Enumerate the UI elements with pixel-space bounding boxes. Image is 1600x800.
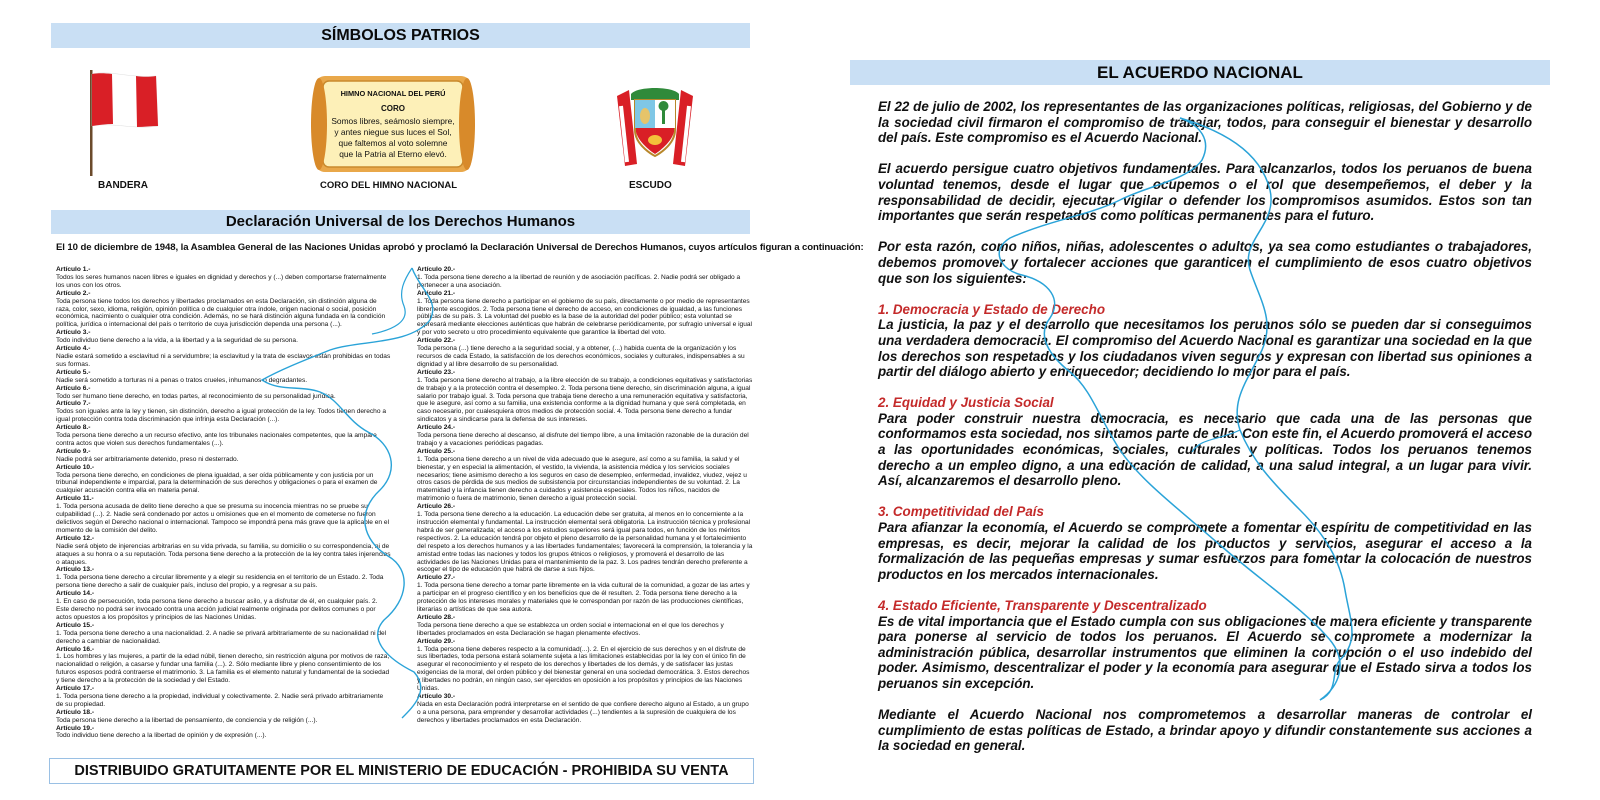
coro-label: CORO DEL HIMNO NACIONAL xyxy=(320,180,458,191)
article-26 xyxy=(417,503,753,574)
article-24 xyxy=(417,424,753,448)
article-text: Nadie será sometido a torturas ni a penas o tratos crueles, inhumanos o degradantes. xyxy=(56,376,308,384)
article-heading: Artículo 8.- xyxy=(56,424,91,432)
article-heading: Artículo 4.- xyxy=(56,345,91,353)
acuerdo-nacional-body xyxy=(878,99,1532,770)
article-16 xyxy=(56,646,392,686)
article-text: 1. Toda persona tiene derecho a la libertad de reunión y de asociación pacíficas. 2. Nadie podrá ser obligado a pertenecer a una asociación. xyxy=(417,273,741,289)
article-text: Todos los seres humanos nacen libres e iguales en dignidad y derechos y (...) deben comportarse fraternalmente los unos con los otros. xyxy=(56,273,387,289)
article-text: Todo individuo tiene derecho a la libertad de opinión y de expresión (...). xyxy=(56,732,267,740)
article-23 xyxy=(417,369,753,424)
article-15 xyxy=(56,622,392,646)
article-text: 1. Toda persona tiene derecho a tomar parte libremente en la vida cultural de la comunidad, a gozar de las artes y a participar en el progreso científico y en los beneficios que de él resulten. 2. Toda persona tiene derecho a la protección de los intereses morales y materiales que le correspondan por razón de las producciones científicas, literarias o artísticas de que sea autora. xyxy=(417,582,750,613)
objective-2-title: 2. Equidad y Justicia Social xyxy=(878,395,1054,411)
article-heading: Artículo 24.- xyxy=(417,424,456,432)
article-22 xyxy=(417,337,753,369)
article-heading: Artículo 23.- xyxy=(417,368,456,376)
article-heading: Artículo 17.- xyxy=(56,685,95,693)
objective-3-title: 3. Competitividad del País xyxy=(878,504,1044,520)
himno-line: que la Patria al Eterno elevó. xyxy=(339,149,447,159)
article-heading: Artículo 22.- xyxy=(417,337,456,345)
article-30 xyxy=(417,693,753,725)
article-17 xyxy=(56,685,392,709)
himno-scroll xyxy=(311,72,475,176)
article-heading: Artículo 27.- xyxy=(417,574,456,582)
article-text: Toda persona tiene derecho a un recurso efectivo, ante los tribunales nacionales competentes, que la ampare contra actos que violen sus derechos fundamentales (...). xyxy=(56,432,377,447)
article-text: 1. Toda persona tiene derecho a la educación. La educación debe ser gratuita, al menos en lo concerniente a la instrucción elemental y fundamental. La instrucción elemental será obligatoria. La instrucción técnica y profesional habrá de ser generalizada; el acceso a los estudios superiores será igual para todos, en función de los méritos respectivos. 2. La educación tendrá por objeto el pleno desarrollo de la personalidad humana y el fortalecimiento del respeto a los derechos humanos y a las libertades fundamentales; favorecerá la comprensión, la tolerancia y la amistad entre todas las naciones y todos los grupos étnicos o religiosos, y promoverá el desarrollo de las actividades de las Naciones Unidas para el mantenimiento de la paz. 3. Los padres tendrán derecho preferente a escoger el tipo de educación que habrá de darse a sus hijos. xyxy=(417,511,753,574)
escudo-icon xyxy=(607,76,703,172)
article-27 xyxy=(417,574,753,614)
article-heading: Artículo 26.- xyxy=(417,503,456,511)
reason-paragraph: Por esta razón, como niños, niñas, adolescentes o adultos, ya sea como estudiantes o trabajadores, debemos promover y fortalecer acciones que garanticen el cumplimiento de esos cuatro objetivos que son los siguientes: xyxy=(878,239,1532,286)
article-heading: Artículo 3.- xyxy=(56,329,91,337)
himno-line: Somos libres, seámoslo siempre, xyxy=(331,116,455,126)
article-text: Todo ser humano tiene derecho, en todas partes, al reconocimiento de su personalidad jurídica. xyxy=(56,392,336,400)
article-text: Toda persona tiene derecho, en condiciones de plena igualdad, a ser oída públicamente y con justicia por un tribunal independiente e imparcial, para la determinación de sus derechos y obligaciones o para el examen de cualquier acusación contra ella en materia penal. xyxy=(56,471,378,495)
simbolos-patrios-header: SÍMBOLOS PATRIOS xyxy=(51,23,750,48)
objectives-paragraph: El acuerdo persigue cuatro objetivos fundamentales. Para alcanzarlos, todos los peruanos de buena voluntad tenemos, desde el lugar que ocupemos o el rol que desempeñemos, el deber y la responsabilidad de decidir, ejecutar, vigilar o defender los compromisos asumidos. Estos son tan importantes que serán respetados como políticas permanentes para el futuro. xyxy=(878,161,1532,224)
objective-1-text: La justicia, la paz y el desarrollo que necesitamos los peruanos sólo se pueden dar si conseguimos una verdadera democracia. El compromiso del Acuerdo Nacional es garantizar una sociedad en la que los derechos son respetados y los ciudadanos viven seguros y expresan con libertad sus opiniones a partir del diálogo abierto y enriquecedor; decidiendo lo mejor para el país. xyxy=(878,317,1532,380)
objective-4-text: Es de vital importancia que el Estado cumpla con sus obligaciones de manera eficiente y transparente para ponerse al servicio de todos los peruanos. El Acuerdo se compromete a modernizar la administración pública, desarrollar instrumentos que eliminen la corrupción o el uso indebido del poder. Asimismo, descentralizar el poder y la economía para asegurar que el Estado sirva a todos los peruanos sin excepción. xyxy=(878,613,1532,691)
himno-coro: CORO xyxy=(381,104,405,113)
intro-paragraph: El 22 de julio de 2002, los representantes de las organizaciones políticas, religiosas, del Gobierno y de la sociedad civil firmaron el compromiso de trabajar, todos, para conseguir el bienestar y desarrollo del país. Este compromiso es el Acuerdo Nacional. xyxy=(878,99,1532,146)
article-14 xyxy=(56,590,392,622)
article-heading: Artículo 15.- xyxy=(56,621,95,629)
article-heading: Artículo 12.- xyxy=(56,534,95,542)
article-19 xyxy=(56,725,392,741)
article-4 xyxy=(56,345,392,369)
objective-1-title: 1. Democracia y Estado de Derecho xyxy=(878,301,1105,317)
article-29 xyxy=(417,638,753,693)
article-heading: Artículo 21.- xyxy=(417,289,456,297)
article-heading: Artículo 2.- xyxy=(56,289,91,297)
article-11 xyxy=(56,495,392,535)
article-text: 1. Los hombres y las mujeres, a partir de la edad núbil, tienen derecho, sin restricción alguna por motivos de raza, nacionalidad o religión, a casarse y fundar una familia (...). 2. Sólo mediante libre y pleno consentimiento de los futuros esposos podrá contraerse el matrimonio. 3. La familia es el elemento natural y fundamental de la sociedad y tiene derecho a la protección de la sociedad y del Estado. xyxy=(56,653,390,685)
objective-2-text: Para poder construir nuestra democracia, es necesario que cada una de las personas que conformamos esta sociedad, nos sintamos parte de ella. Con este fin, el Acuerdo promoverá el acceso a las oportunidades económicas, sociales, culturales y políticas. Todos los peruanos tenemos derecho a un empleo digno, a una educación de calidad, a una salud integral, a un lugar para vivir. Así, alcanzaremos el desarrollo pleno. xyxy=(878,410,1532,489)
article-heading: Artículo 6.- xyxy=(56,384,91,392)
article-text: 1. Toda persona tiene derecho a la propiedad, individual y colectivamente. 2. Nadie será privado arbitrariamente de su propiedad. xyxy=(56,692,384,708)
himno-line: que faltemos al voto solemne xyxy=(338,138,448,148)
article-heading: Artículo 25.- xyxy=(417,447,456,455)
article-text: 1. Toda persona acusada de delito tiene derecho a que se presuma su inocencia mientras no se pruebe su culpabilidad (...). 2. Nadie será condenado por actos u omisiones que en el momento de cometerse no fueron delictivos según el Derecho nacional o internacional. Tampoco se impondrá pena más grave que la aplicable en el momento de la comisión del delito. xyxy=(56,503,390,534)
acuerdo-nacional-header: EL ACUERDO NACIONAL xyxy=(850,60,1550,85)
article-2 xyxy=(56,290,392,330)
peru-flag-icon xyxy=(86,68,166,178)
article-heading: Artículo 5.- xyxy=(56,368,91,376)
article-heading: Artículo 30.- xyxy=(417,692,456,700)
article-text: Toda persona tiene todos los derechos y libertades proclamados en esta Declaración, sin distinción alguna de raza, color, sexo, idioma, religión, opinión política o de cualquier otra índole, origen nacional o social, posición económica, nacimiento o cualquier otra condición. Además, no se hará distinción alguna fundada en la condición política, jurídica o internacional del país o territorio de cuya jurisdicción dependa una persona (...). xyxy=(56,297,386,329)
article-heading: Artículo 28.- xyxy=(417,613,456,621)
article-text: 1. Toda persona tiene derecho al trabajo, a la libre elección de su trabajo, a condiciones equitativas y satisfactorias de trabajo y a la protección contra el desempleo. 2. Toda persona tiene derecho, sin discriminación alguna, a igual salario por trabajo igual. 3. Toda persona que trabaja tiene derecho a una remuneración equitativa y satisfactoria, que le asegure, así como a su familia, una existencia conforme a la dignidad humana y que será completada, en caso necesario, por cualesquiera otros medios de protección social. 4. Toda persona tiene derecho a fundar sindicatos y a sindicarse para la defensa de sus intereses. xyxy=(417,376,753,424)
article-text: 1. Toda persona tiene derecho a participar en el gobierno de su país, directamente o por medio de representantes libremente escogidos. 2. Toda persona tiene el derecho de acceso, en condiciones de igualdad, a las funciones públicas de su país. 3. La voluntad del pueblo es la base de la autoridad del poder público; esta voluntad se expresará mediante elecciones auténticas que habrán de celebrarse periódicamente, por sufragio universal e igual y por voto secreto u otro procedimiento equivalente que garantice la libertad del voto. xyxy=(417,297,753,337)
article-7 xyxy=(56,400,392,424)
himno-line: y antes niegue sus luces el Sol, xyxy=(334,127,452,137)
article-text: Nada en esta Declaración podrá interpretarse en el sentido de que confiere derecho alguno al Estado, a un grupo o a una persona, para emprender y desarrollar actividades (...) tendientes a la supresión de cualquiera de los derechos y libertades proclamados en esta Declaración. xyxy=(417,700,749,724)
himno-title: HIMNO NACIONAL DEL PERÚ xyxy=(340,89,446,98)
article-21 xyxy=(417,290,753,337)
escudo-label: ESCUDO xyxy=(629,180,672,191)
article-heading: Artículo 13.- xyxy=(56,566,95,574)
article-9 xyxy=(56,448,392,464)
article-heading: Artículo 7.- xyxy=(56,400,91,408)
articles-column-1 xyxy=(56,266,392,740)
article-1 xyxy=(56,266,392,290)
right-page xyxy=(800,0,1600,800)
article-text: 1. Toda persona tiene derecho a circular libremente y a elegir su residencia en el territorio de un Estado. 2. Toda persona tiene derecho a salir de cualquier país, incluso del propio, y a regresar a su país. xyxy=(56,574,384,590)
article-28 xyxy=(417,614,753,638)
article-heading: Artículo 16.- xyxy=(56,645,95,653)
article-5 xyxy=(56,369,392,385)
article-3 xyxy=(56,329,392,345)
article-12 xyxy=(56,535,392,567)
article-text: Todos son iguales ante la ley y tienen, sin distinción, derecho a igual protección de la ley. Todos tienen derecho a igual protección contra toda discriminación que infrinja esta Declaración (...). xyxy=(56,408,387,424)
objective-3-text: Para afianzar la economía, el Acuerdo se compromete a fomentar el espíritu de competitividad en las empresas, es decir, mejorar la calidad de los productos y servicios, asegurar el acceso a la formalización de las pequeñas empresas y sumar esfuerzos para fomentar la colocación de nuestros productos en los mercados internacionales. xyxy=(878,520,1532,582)
articles-column-2 xyxy=(417,266,753,725)
article-text: 1. Toda persona tiene derecho a un nivel de vida adecuado que le asegure, así como a su familia, la salud y el bienestar, y en especial la alimentación, el vestido, la vivienda, la asistencia médica y los servicios sociales necesarios; tiene asimismo derecho a los seguros en caso de desempleo, enfermedad, invalidez, viudez, vejez u otros casos de pérdida de sus medios de subsistencia por circunstancias independientes de su voluntad. 2. La maternidad y la infancia tienen derecho a cuidados y asistencia especiales. Todos los niños, nacidos de matrimonio o fuera de matrimonio, tienen derecho a igual protección social. xyxy=(417,455,747,503)
article-text: 1. Toda persona tiene deberes respecto a la comunidad(...). 2. En el ejercicio de sus derechos y en el disfrute de sus libertades, toda persona estará solamente sujeta a las limitaciones establecidas por la ley con el único fin de asegurar el reconocimiento y el respeto de los derechos y libertades de los demás, y de satisfacer las justas exigencias de la moral, del orden público y del bienestar general en una sociedad democrática. 3. Estos derechos y libertades no podrán, en ningún caso, ser ejercidos en oposición a los propósitos y principios de las Naciones Unidas. xyxy=(417,645,750,693)
bandera-label: BANDERA xyxy=(98,180,148,191)
article-heading: Artículo 19.- xyxy=(56,724,95,732)
dudh-intro: El 10 de diciembre de 1948, la Asamblea General de las Naciones Unidas aprobó y proclamó la Declaración Universal de Derechos Humanos, cuyos artículos figuran a continuación: xyxy=(56,242,864,253)
article-heading: Artículo 20.- xyxy=(417,266,456,273)
article-text: Toda persona tiene derecho al descanso, al disfrute del tiempo libre, a una limitación razonable de la duración del trabajo y a vacaciones periódicas pagadas. xyxy=(417,432,749,447)
article-20 xyxy=(417,266,753,290)
article-text: Toda persona tiene derecho a que se establezca un orden social e internacional en el que los derechos y libertades proclamados en esta Declaración se hagan plenamente efectivos. xyxy=(417,621,724,637)
article-25 xyxy=(417,448,753,503)
article-6 xyxy=(56,385,392,401)
objective-4-title: 4. Estado Eficiente, Transparente y Descentralizado xyxy=(878,598,1207,613)
article-text: Nadie podrá ser arbitrariamente detenido, preso ni desterrado. xyxy=(56,455,239,463)
dudh-header: Declaración Universal de los Derechos Humanos xyxy=(51,210,750,234)
distribution-footer: DISTRIBUIDO GRATUITAMENTE POR EL MINISTERIO DE EDUCACIÓN - PROHIBIDA SU VENTA xyxy=(49,758,754,784)
article-13 xyxy=(56,566,392,590)
article-text: Nadie estará sometido a esclavitud ni a servidumbre; la esclavitud y la trata de esclavos están prohibidas en todas sus formas. xyxy=(56,352,391,368)
himno-text xyxy=(311,72,475,176)
article-text: Toda persona (...) tiene derecho a la seguridad social, y a obtener, (...) habida cuenta de la organización y los recursos de cada Estado, la satisfacción de los derechos económicos, sociales y culturales, indispensables a su dignidad y al libre desarrollo de su personalidad. xyxy=(417,345,745,368)
article-heading: Artículo 11.- xyxy=(56,495,94,503)
article-text: Nadie será objeto de injerencias arbitrarias en su vida privada, su familia, su domicilio o su correspondencia, ni de ataques a su honra o a su reputación. Toda persona tiene derecho a la protección de la ley contra tales injerencias o ataques. xyxy=(56,542,391,566)
article-text: Toda persona tiene derecho a la libertad de pensamiento, de conciencia y de religión (...). xyxy=(56,716,318,724)
article-18 xyxy=(56,709,392,725)
article-text: 1. En caso de persecución, toda persona tiene derecho a buscar asilo, y a disfrutar de él, en cualquier país. 2. Este derecho no podrá ser invocado contra una acción judicial realmente originada por delitos comunes o por actos opuestos a los propósitos y principios de las Naciones Unidas. xyxy=(56,598,378,621)
article-heading: Artículo 14.- xyxy=(56,590,95,598)
article-10 xyxy=(56,464,392,496)
article-text: 1. Toda persona tiene derecho a una nacionalidad. 2. A nadie se privará arbitrariamente de su nacionalidad ni del derecho a cambiar de nacionalidad. xyxy=(56,629,387,645)
article-heading: Artículo 1.- xyxy=(56,266,91,273)
closing-paragraph: Mediante el Acuerdo Nacional nos comprometemos a desarrollar maneras de controlar el cumplimiento de estas políticas de Estado, a brindar apoyo y difundir constantemente sus acciones a la sociedad en general. xyxy=(878,707,1532,754)
article-text: Todo individuo tiene derecho a la vida, a la libertad y a la seguridad de su persona. xyxy=(56,337,298,345)
article-8 xyxy=(56,424,392,448)
article-heading: Artículo 9.- xyxy=(56,447,91,455)
article-heading: Artículo 10.- xyxy=(56,463,95,471)
article-heading: Artículo 18.- xyxy=(56,708,95,716)
article-heading: Artículo 29.- xyxy=(417,637,456,645)
